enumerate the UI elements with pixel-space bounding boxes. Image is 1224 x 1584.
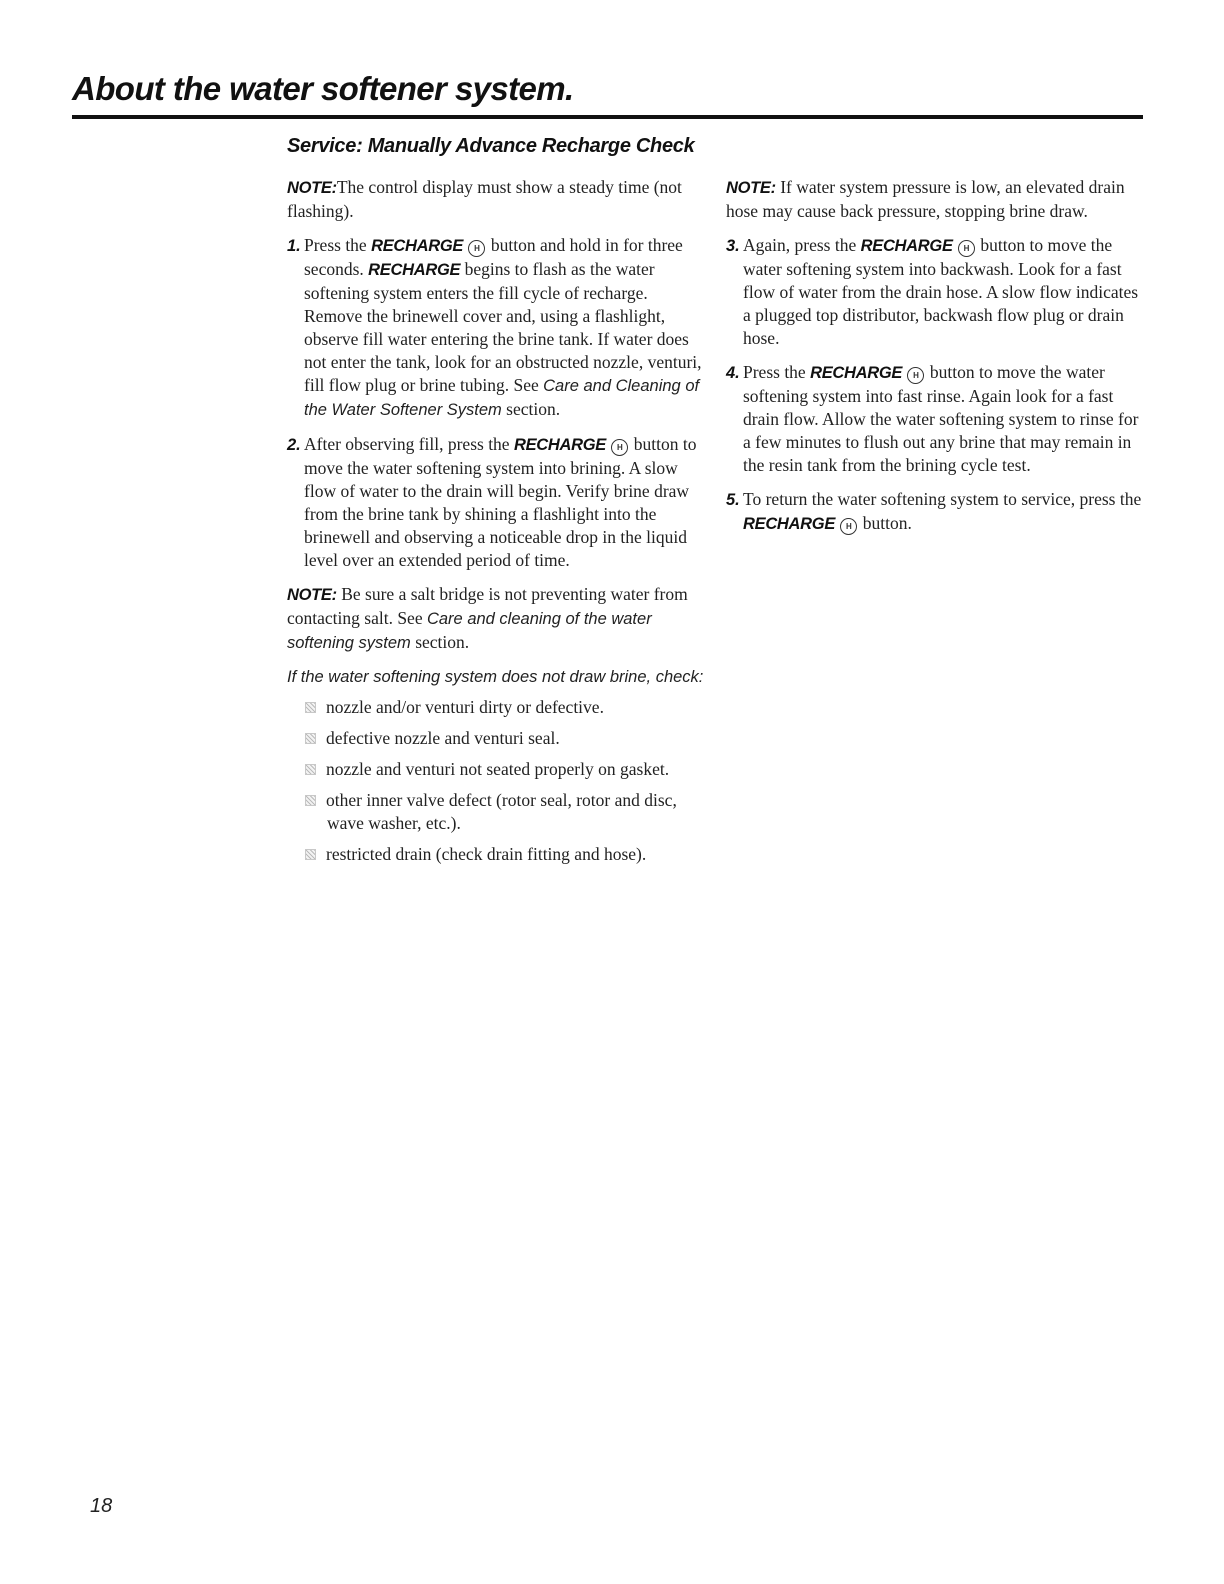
step-1 — [287, 234, 705, 422]
recharge-button-icon: H — [840, 518, 857, 535]
recharge-button-icon: H — [468, 240, 485, 257]
recharge-button-icon: H — [611, 439, 628, 456]
step-text: button and hold in for three seconds. — [304, 235, 683, 279]
step-number: 1. — [287, 237, 301, 255]
note-text: section. — [410, 632, 470, 652]
step-4 — [726, 361, 1146, 477]
recharge-button-icon: H — [907, 367, 924, 384]
step-number: 2. — [287, 436, 301, 454]
note-display-steady — [287, 176, 705, 223]
step-text: section. — [501, 399, 561, 419]
step-number: 5. — [726, 491, 740, 509]
step-number: 3. — [726, 237, 740, 255]
step-text: To return the water softening system to service, press the — [743, 489, 1142, 509]
note-label: NOTE: — [287, 586, 337, 604]
recharge-label: RECHARGE — [371, 237, 464, 255]
note-label: NOTE: — [287, 179, 337, 197]
page-title: About the water softener system. — [72, 70, 574, 107]
section-reference: Care and Cleaning of the Water Softener System — [304, 377, 700, 419]
section-reference: Care and cleaning of the water softening system — [287, 610, 652, 652]
left-column — [287, 176, 705, 874]
bullet-icon — [305, 733, 316, 744]
title-rule — [72, 115, 1143, 119]
step-number: 4. — [726, 364, 740, 382]
recharge-button-icon: H — [958, 240, 975, 257]
recharge-label: RECHARGE — [368, 261, 461, 279]
right-column — [726, 176, 1146, 547]
note-text: Be sure a salt bridge is not preventing water from contacting salt. See — [287, 584, 688, 628]
step-text: After observing fill, press the — [304, 434, 514, 454]
note-salt-bridge — [287, 583, 705, 655]
if-not-draw-brine-heading: If the water softening system does not draw brine, check: — [287, 668, 704, 686]
note-label: NOTE: — [726, 179, 776, 197]
check-item: defective nozzle and venturi seal. — [305, 727, 705, 750]
check-item: nozzle and venturi not seated properly on gasket. — [305, 758, 705, 781]
step-text: button. — [858, 513, 912, 533]
recharge-label: RECHARGE — [810, 364, 903, 382]
bullet-icon — [305, 849, 316, 860]
step-text: Press the — [743, 362, 811, 382]
page-number: 18 — [90, 1495, 113, 1517]
step-text: button to move the water softening system into brining. A slow flow of water to the drain will begin. Verify brine draw from the brine tank by shining a flashlight into the brinewell and observing a noticeable drop in the liquid level over an extended period of time. — [304, 434, 697, 570]
bullet-icon — [305, 764, 316, 775]
step-text: Again, press the — [743, 235, 861, 255]
step-text: Press the — [304, 235, 372, 255]
step-text: button to move the water softening system into backwash. Look for a fast flow of water from the drain hose. A slow flow indicates a plugged top distributor, backwash flow plug or drain hose. — [743, 235, 1139, 348]
recharge-label: RECHARGE — [743, 515, 836, 533]
check-item: restricted drain (check drain fitting and hose). — [305, 843, 705, 866]
step-5 — [726, 488, 1146, 536]
recharge-label: RECHARGE — [513, 436, 606, 454]
step-2 — [287, 433, 705, 572]
bullet-icon — [305, 795, 316, 806]
check-item: nozzle and/or venturi dirty or defective. — [305, 696, 705, 719]
check-list — [287, 696, 705, 866]
note-text: If water system pressure is low, an elevated drain hose may cause back pressure, stopping brine draw. — [726, 177, 1125, 221]
step-text: begins to flash as the water softening system enters the fill cycle of recharge. Remove the brinewell cover and, using a flashlight, observe fill water entering the brine tank. If water does not enter the tank, look for an obstructed nozzle, venturi, fill flow plug or brine tubing. See — [304, 259, 702, 395]
section-heading: Service: Manually Advance Recharge Check — [287, 135, 695, 157]
bullet-icon — [305, 702, 316, 713]
note-low-pressure — [726, 176, 1146, 223]
recharge-label: RECHARGE — [860, 237, 953, 255]
step-text: button to move the water softening system into fast rinse. Again look for a fast drain flow. Allow the water softening system to rinse for a few minutes to flush out any brine that may remain in the resin tank from the brining cycle test. — [743, 362, 1139, 475]
note-text: The control display must show a steady time (not flashing). — [287, 177, 682, 221]
step-3 — [726, 234, 1146, 350]
check-item: other inner valve defect (rotor seal, rotor and disc, wave washer, etc.). — [305, 789, 705, 835]
